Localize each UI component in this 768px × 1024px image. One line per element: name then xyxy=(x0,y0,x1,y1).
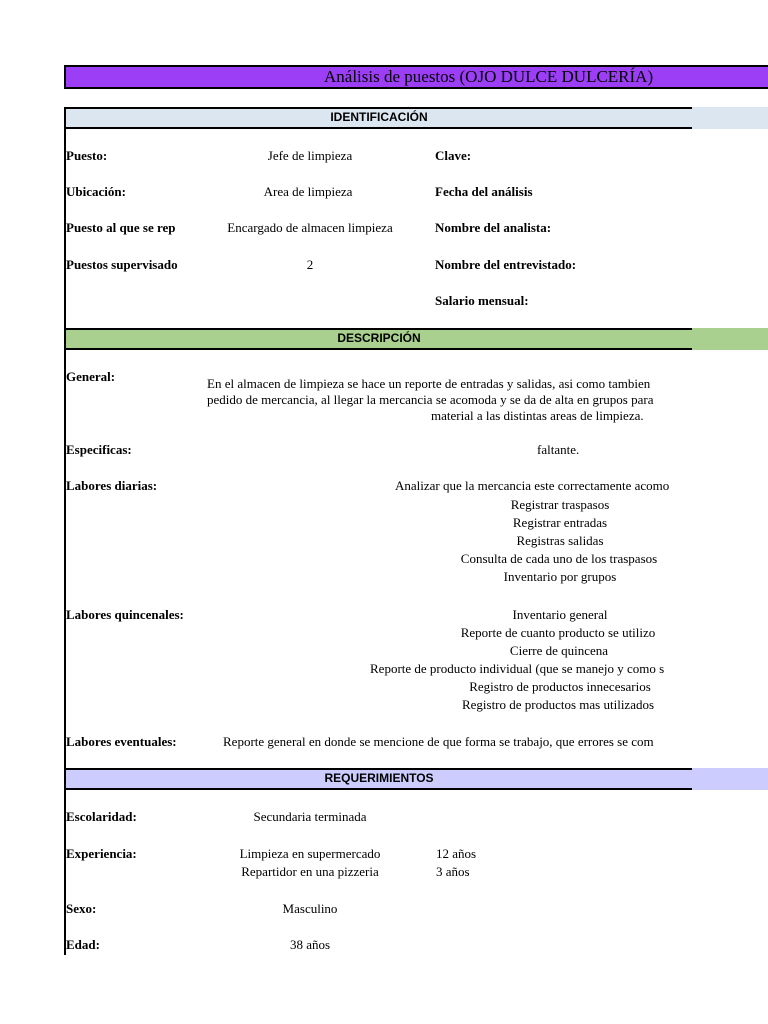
section-header-requerimientos xyxy=(64,768,768,790)
puesto-reporta-value: Encargado de almacen limpieza xyxy=(227,220,393,235)
section-title-requerimientos: REQUERIMIENTOS xyxy=(324,771,434,785)
salario-mensual-label: Salario mensual: xyxy=(435,293,529,308)
puestos-supervisados-label: Puestos supervisado xyxy=(66,257,178,272)
ubicacion-value: Area de limpieza xyxy=(263,184,353,199)
clave-label: Clave: xyxy=(435,148,472,163)
labor-quincenal-item: Reporte de cuanto producto se utilizo xyxy=(460,625,656,640)
experiencia-puesto: Repartidor en una pizzeria xyxy=(241,864,379,879)
nombre-analista-label: Nombre del analista: xyxy=(435,220,552,235)
labores-eventuales-value: Reporte general en donde se mencione de que forma se trabajo, que errores se com xyxy=(223,734,654,749)
experiencia-anios: 12 años xyxy=(436,846,477,861)
nombre-entrevistado-label: Nombre del entrevistado: xyxy=(435,257,577,272)
puesto-reporta-label: Puesto al que se rep xyxy=(66,220,176,235)
labor-diaria-item: Registras salidas xyxy=(516,533,604,548)
especificas-label: Especificas: xyxy=(66,442,132,457)
experiencia-label: Experiencia: xyxy=(66,846,137,861)
labores-eventuales-label: Labores eventuales: xyxy=(66,734,177,749)
ubicacion-label: Ubicación: xyxy=(66,184,126,199)
general-label: General: xyxy=(66,369,116,384)
escolaridad-value: Secundaria terminada xyxy=(253,809,367,824)
section-title-descripcion: DESCRIPCIÓN xyxy=(337,331,421,345)
labor-quincenal-item: Reporte de producto individual (que se manejo y como s xyxy=(370,661,665,676)
edad-label: Edad: xyxy=(66,937,100,952)
fecha-analisis-label: Fecha del análisis xyxy=(435,184,533,199)
experiencia-anios: 3 años xyxy=(436,864,470,879)
labor-quincenal-item: Registro de productos innecesarios xyxy=(469,679,651,694)
labor-diaria-item: Inventario por grupos xyxy=(503,569,617,584)
puesto-value: Jefe de limpieza xyxy=(267,148,353,163)
puesto-label: Puesto: xyxy=(66,148,108,163)
labor-diaria-item: Analizar que la mercancia este correctamente acomo xyxy=(395,478,670,493)
labor-diaria-item: Registrar entradas xyxy=(512,515,608,530)
escolaridad-label: Escolaridad: xyxy=(66,809,137,824)
sexo-value: Masculino xyxy=(282,901,338,916)
puestos-supervisados-value: 2 xyxy=(306,257,314,272)
section-title-identificacion: IDENTIFICACIÓN xyxy=(330,110,428,124)
labor-diaria-item: Consulta de cada uno de los traspasos xyxy=(460,551,658,566)
labores-diarias-label: Labores diarias: xyxy=(66,478,158,493)
general-line-1: En el almacen de limpieza se hace un reporte de entradas y salidas, asi como tambien xyxy=(207,376,651,391)
especificas-value: faltante. xyxy=(537,442,580,457)
general-line-2: pedido de mercancia, al llegar la mercancia se acomoda y se da de alta en grupos para xyxy=(207,392,654,407)
general-line-3: material a las distintas areas de limpieza. xyxy=(431,408,644,423)
labor-diaria-item: Registrar traspasos xyxy=(510,497,610,512)
labor-quincenal-item: Registro de productos mas utilizados xyxy=(461,697,655,712)
labores-quincenales-label: Labores quincenales: xyxy=(66,607,184,622)
labor-quincenal-item: Cierre de quincena xyxy=(509,643,609,658)
page-title: Análisis de puestos (OJO DULCE DULCERÍA) xyxy=(324,67,654,86)
experiencia-puesto: Limpieza en supermercado xyxy=(239,846,381,861)
edad-value: 38 años xyxy=(289,937,331,952)
sexo-label: Sexo: xyxy=(66,901,97,916)
labor-quincenal-item: Inventario general xyxy=(512,607,608,622)
